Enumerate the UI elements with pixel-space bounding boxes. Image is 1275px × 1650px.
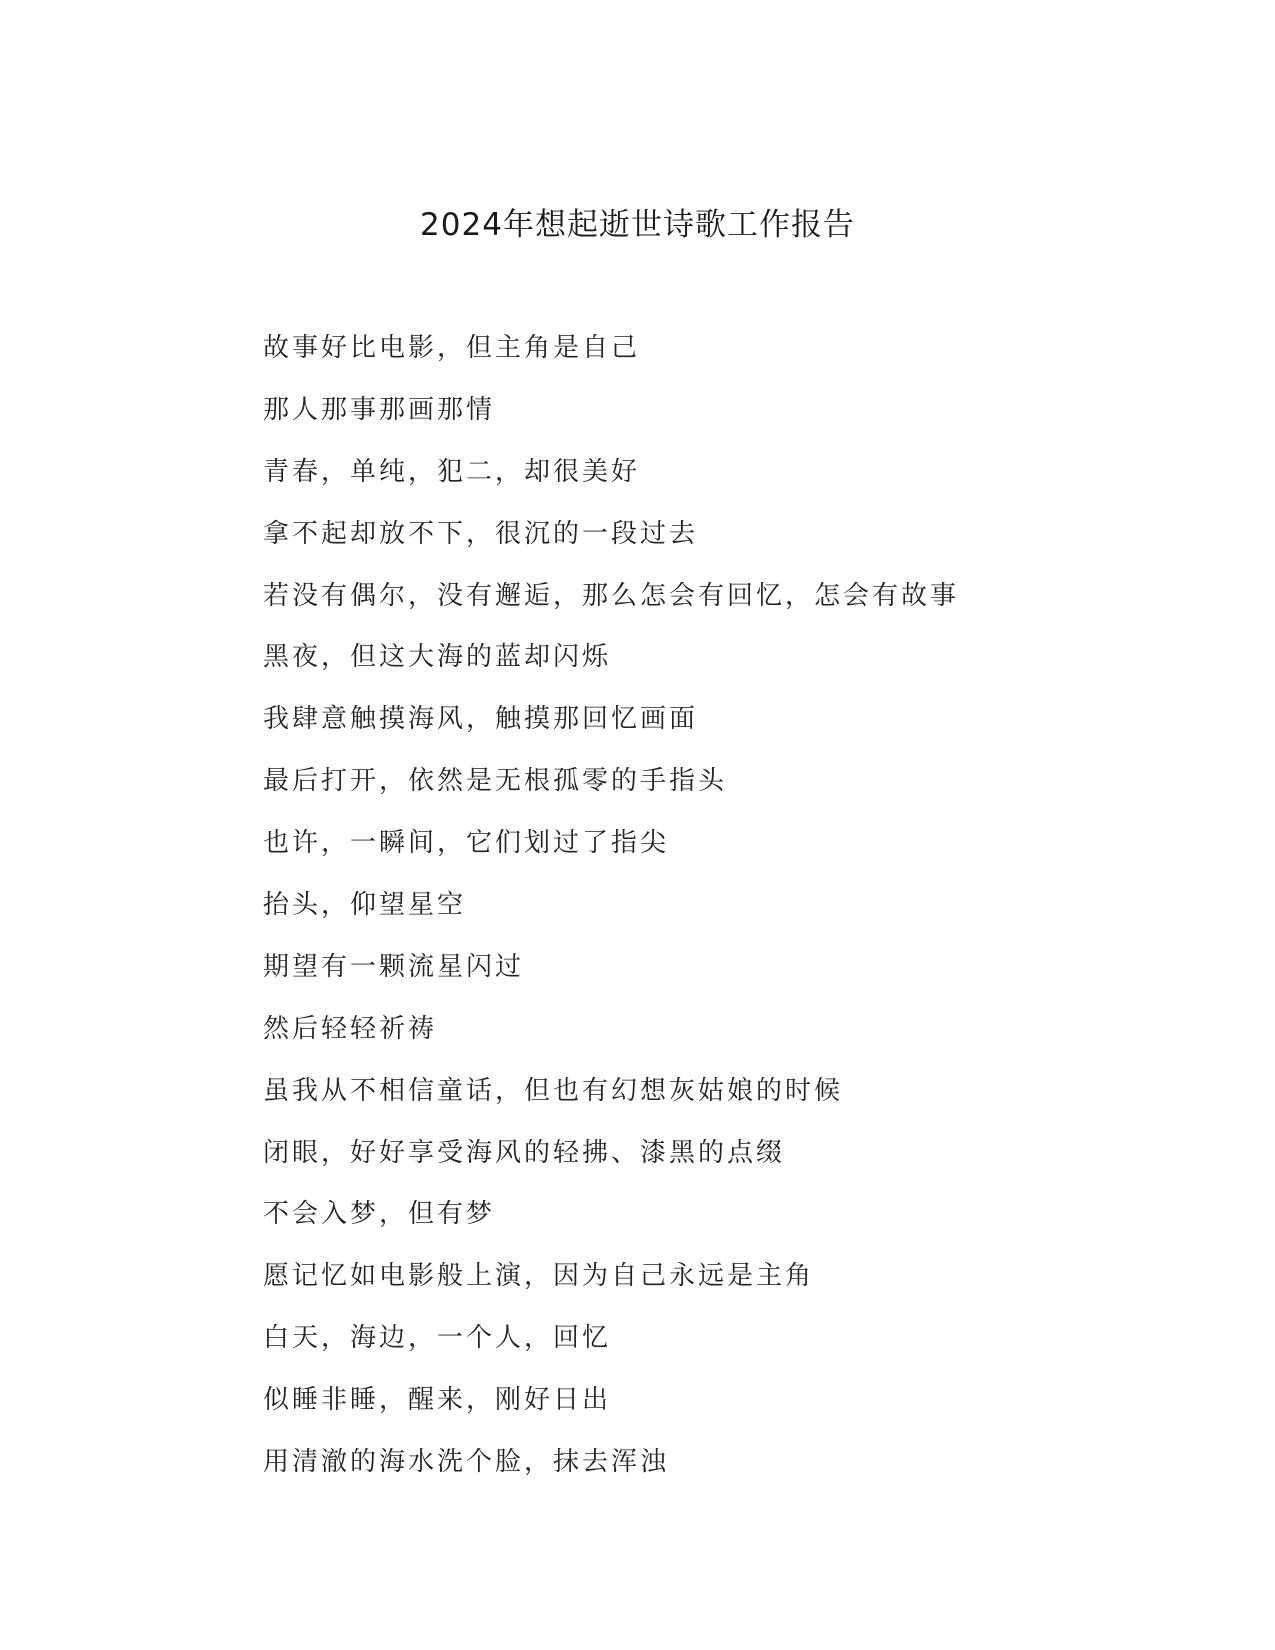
poem-line: 故事好比电影，但主角是自己 (263, 333, 641, 363)
poem-line: 白天，海边，一个人，回忆 (263, 1323, 612, 1354)
poem-line: 也许，一瞬间，它们划过了指尖 (263, 828, 670, 859)
poem-line: 最后打开，依然是无根孤零的手指头 (263, 766, 728, 797)
poem-line: 期望有一颗流星闪过 (263, 951, 525, 982)
poem-line: 用清澈的海水洗个脸，抹去浑浊 (263, 1447, 670, 1478)
poem-line: 青春，单纯，犯二，却很美好 (263, 456, 641, 487)
poem-line: 然后轻轻祈祷 (263, 1013, 438, 1044)
poem-line: 那人那事那画那情 (263, 394, 496, 425)
poem-lines (263, 333, 1163, 1509)
poem-line: 若没有偶尔，没有邂逅，那么怎会有回忆，怎会有故事 (263, 580, 960, 611)
poem-line: 拿不起却放不下，很沉的一段过去 (263, 518, 699, 549)
poem-line: 抬头，仰望星空 (263, 890, 467, 921)
poem-line: 黑夜，但这大海的蓝却闪烁 (263, 642, 612, 673)
poem-line: 不会入梦，但有梦 (263, 1199, 496, 1230)
document-title: 2024年想起逝世诗歌工作报告 (420, 207, 855, 243)
poem-line: 闭眼，好好享受海风的轻拂、漆黑的点缀 (263, 1137, 786, 1168)
poem-line: 虽我从不相信童话，但也有幻想灰姑娘的时候 (263, 1075, 844, 1106)
poem-line: 似睡非睡，醒来，刚好日出 (263, 1385, 612, 1416)
poem-line: 我肆意触摸海风，触摸那回忆画面 (263, 704, 699, 735)
poem-line: 愿记忆如电影般上演，因为自己永远是主角 (263, 1261, 815, 1292)
